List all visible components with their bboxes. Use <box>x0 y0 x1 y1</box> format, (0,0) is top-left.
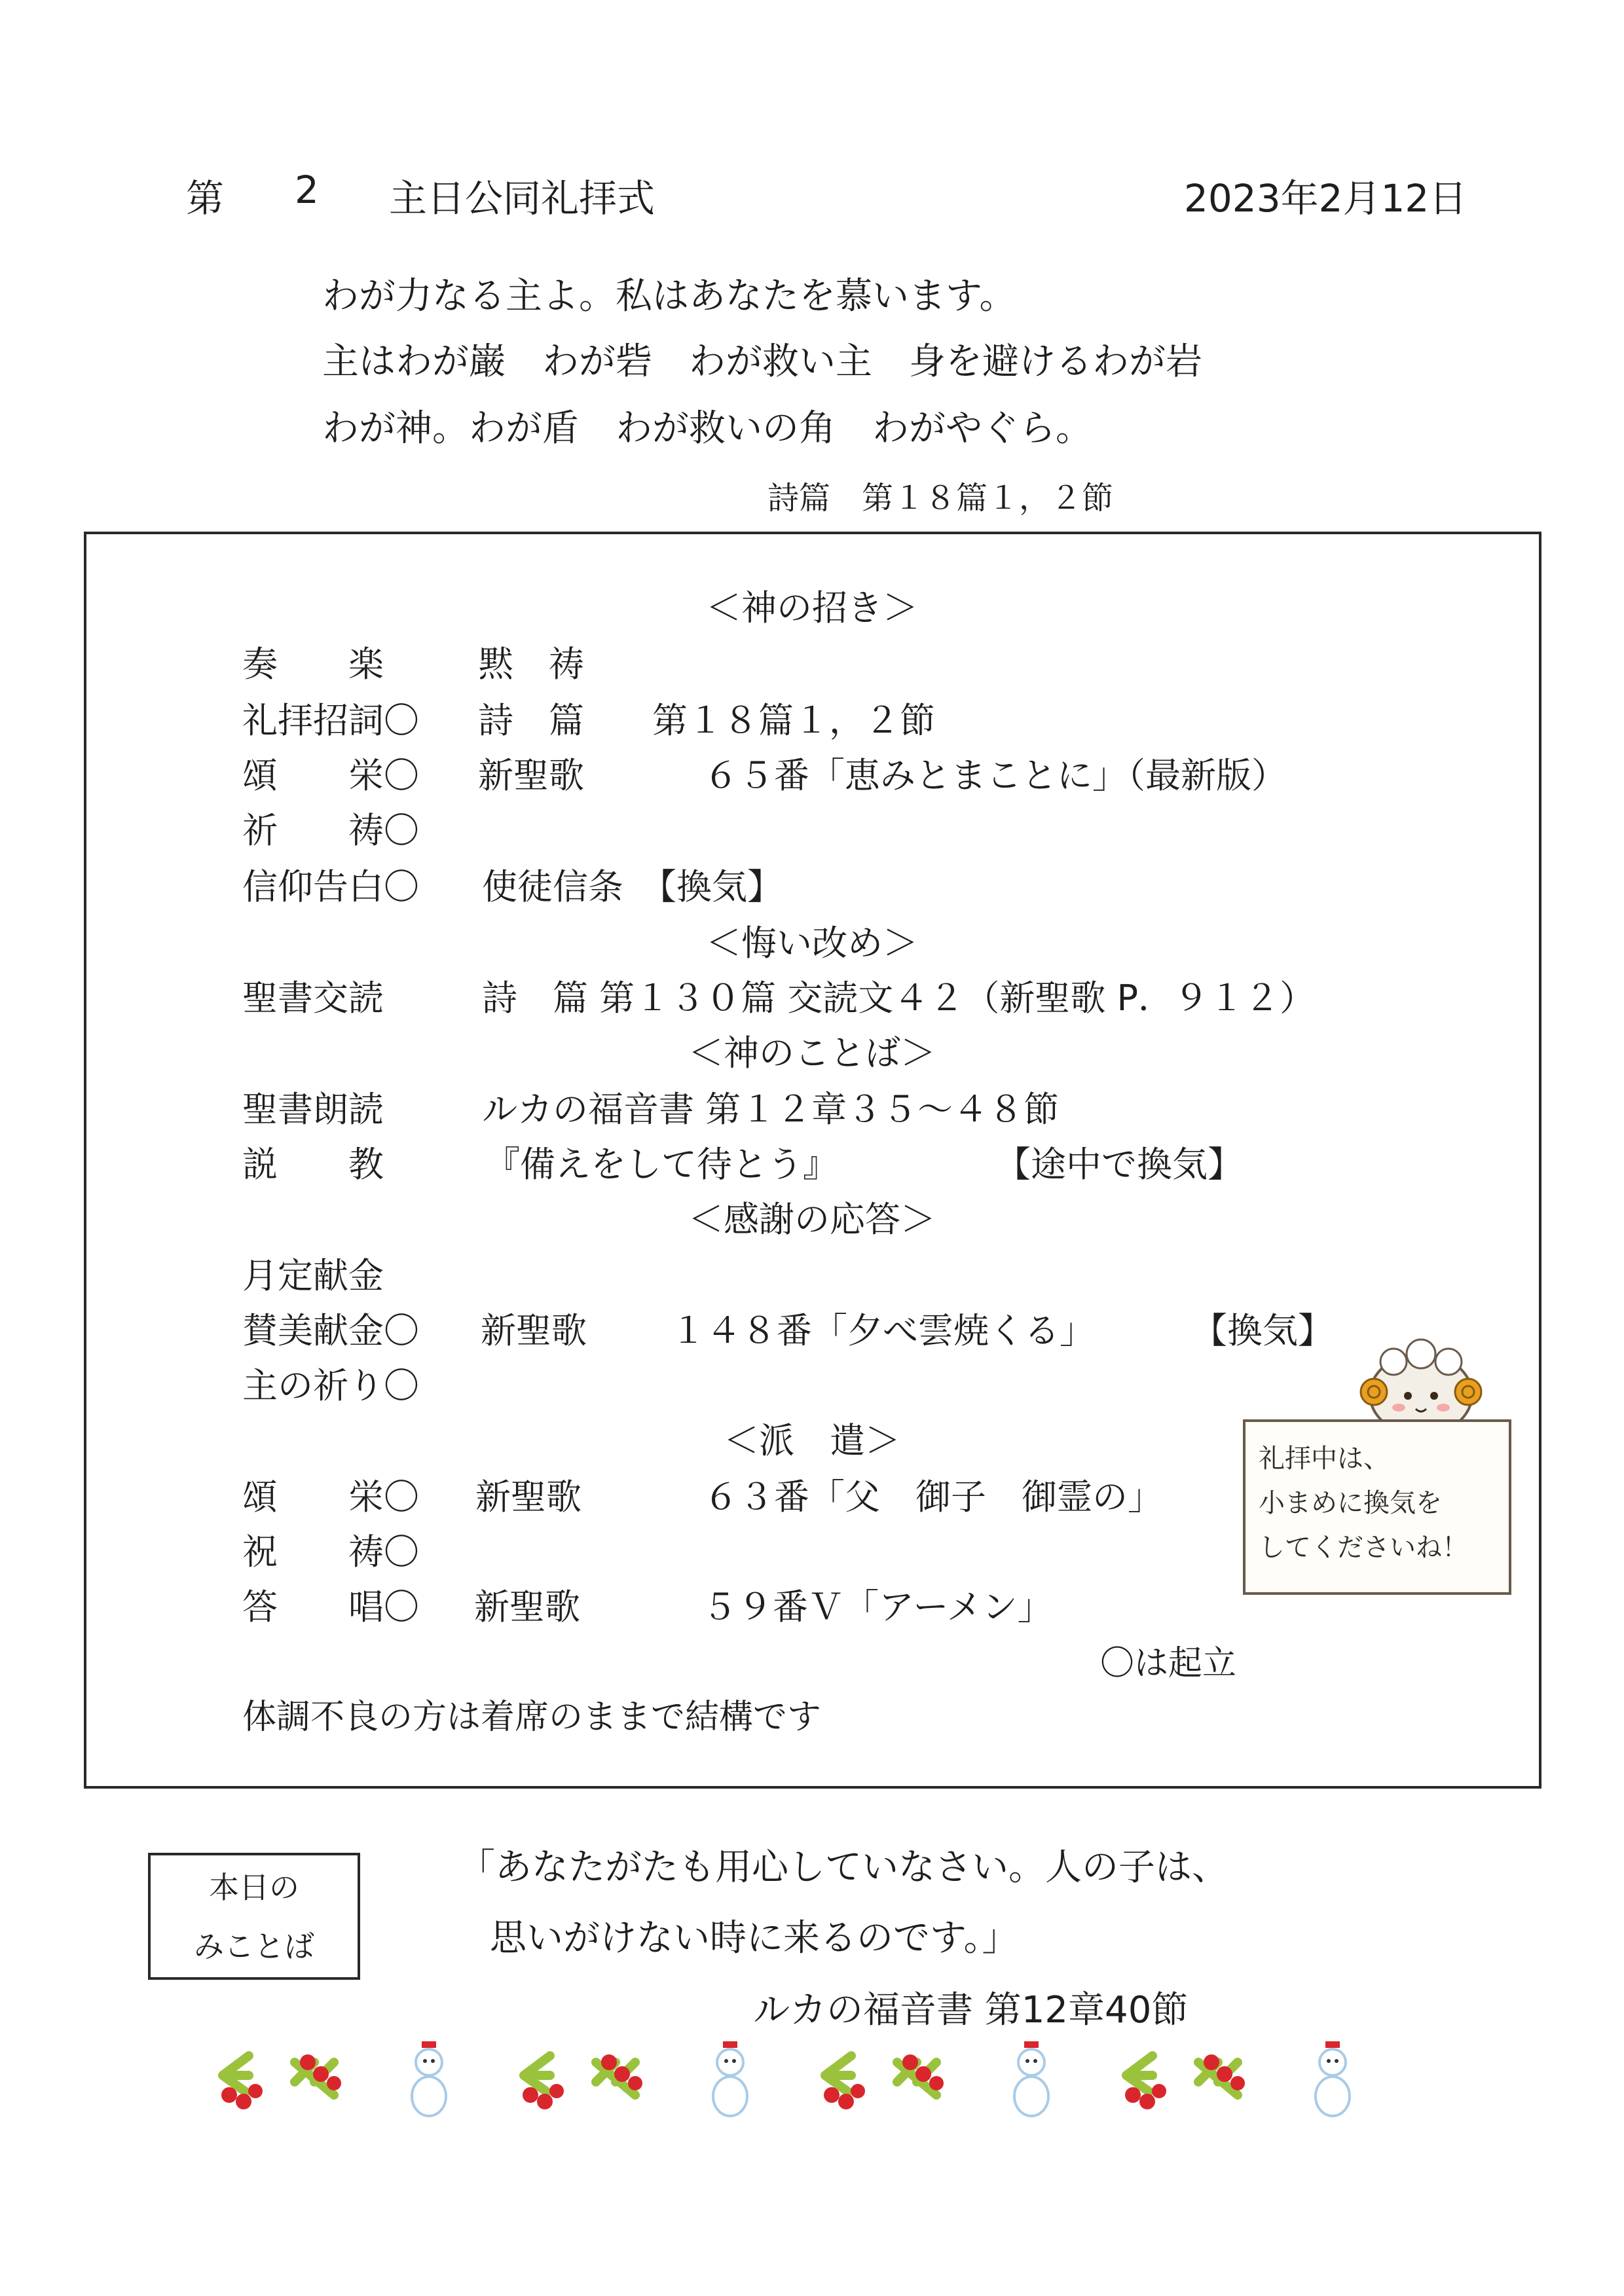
todays-word-line-1: 「あなたがたも用心していなさい。人の子は、 <box>458 1846 1228 1889</box>
todays-word-reference: ルカの福音書 第12章40節 <box>753 1989 1189 2032</box>
note-line: 小まめに換気を <box>1259 1488 1442 1518</box>
todays-word-line-2: 思いがけない時に来るのです。」 <box>490 1917 1019 1959</box>
row-item: 頌 栄〇 <box>242 755 419 796</box>
row-detail: 新聖歌 <box>478 755 584 796</box>
nanten-berry-icon <box>210 2036 360 2115</box>
program-row <box>0 693 1624 741</box>
row-detail: 黙 祷 <box>478 644 584 685</box>
standing-note: 〇は起立 <box>1100 1644 1237 1683</box>
ventilation-mark: 【換気】 <box>1192 1310 1333 1351</box>
row-detail: 詩 篇 第１３０篇 交読文４２（新聖歌 P．９１２） <box>482 977 1316 1019</box>
row-hymn: ５９番Ｖ「アーメン」 <box>702 1586 1053 1628</box>
todays-word-label <box>148 1853 360 1980</box>
program-row <box>0 748 1624 796</box>
row-detail: ルカの福音書 第１２章３５～４８節 <box>482 1089 1060 1130</box>
row-item: 月定献金 <box>242 1255 384 1296</box>
row-item: 聖書朗読 <box>242 1089 384 1130</box>
service-date: 2023年2月12日 <box>1184 176 1467 221</box>
row-hymn: １４８番「夕べ雲焼くる」 <box>671 1310 1095 1351</box>
ventilation-note-card <box>1243 1419 1511 1595</box>
verse-line-2: 主はわが巌 わが砦 わが救い主 身を避けるわが岩 <box>322 340 1202 383</box>
program-row <box>0 1137 1624 1185</box>
section-call: ＜神の招き＞ <box>706 587 918 629</box>
program-row <box>0 970 1624 1019</box>
label-line: 本日の <box>209 1870 299 1905</box>
sermon-title: 『備えをして待とう』 <box>485 1144 838 1185</box>
program-row <box>0 636 1624 685</box>
row-detail: 詩 篇 <box>478 700 584 741</box>
ventilation-mark: 【途中で換気】 <box>995 1144 1243 1185</box>
program-row <box>0 803 1624 851</box>
row-item: 聖書交読 <box>242 977 384 1019</box>
row-item: 説 教 <box>242 1144 384 1185</box>
row-detail: 新聖歌 <box>481 1310 587 1351</box>
header-prefix: 第 <box>186 176 225 221</box>
row-detail: 新聖歌 <box>474 1586 580 1628</box>
section-repentance: ＜悔い改め＞ <box>706 922 918 964</box>
label-line: みことば <box>194 1929 314 1964</box>
program-row <box>0 1082 1624 1130</box>
row-item: 信仰告白〇 <box>242 866 419 907</box>
section-response: ＜感謝の応答＞ <box>688 1199 936 1240</box>
row-detail: 新聖歌 <box>475 1476 581 1518</box>
row-item: 答 唱〇 <box>242 1586 419 1628</box>
row-item: 祝 祷〇 <box>242 1531 419 1573</box>
snowman-icon <box>707 2036 753 2121</box>
row-hymn: ６５番「恵みとまことに」（最新版） <box>703 755 1287 796</box>
nanten-berry-icon <box>1113 2036 1264 2115</box>
service-number: 2 <box>295 168 319 212</box>
row-item: 奏 楽 <box>242 644 384 685</box>
row-hymn: ６３番「父 御子 御霊の」 <box>703 1476 1163 1518</box>
row-item: 主の祈り〇 <box>242 1365 419 1406</box>
row-item: 頌 栄〇 <box>242 1476 419 1518</box>
snowman-icon <box>406 2036 452 2121</box>
verse-reference: 詩篇 第１８篇１，２節 <box>767 480 1114 517</box>
note-line: 礼拝中は、 <box>1259 1444 1390 1474</box>
row-detail: 使徒信条 【換気】 <box>482 866 783 907</box>
service-title: 主日公同礼拝式 <box>389 176 655 221</box>
verse-line-3: わが神。わが盾 わが救いの角 わがやぐら。 <box>322 407 1092 450</box>
section-word: ＜神のことば＞ <box>688 1032 936 1074</box>
row-reference: 第１８篇１，２節 <box>652 700 935 741</box>
snowman-icon <box>1008 2036 1054 2121</box>
nanten-berry-icon <box>511 2036 661 2115</box>
program-row <box>0 1248 1624 1294</box>
row-item: 礼拝招詞〇 <box>242 700 419 741</box>
row-item: 祈 祷〇 <box>242 810 419 851</box>
verse-line-1: わが力なる主よ。私はあなたを慕います。 <box>322 275 1016 318</box>
row-item: 賛美献金〇 <box>242 1310 419 1351</box>
section-sending: ＜派 遣＞ <box>724 1420 900 1461</box>
nanten-berry-icon <box>812 2036 963 2115</box>
program-row <box>0 859 1624 905</box>
health-note: 体調不良の方は着席のままで結構です <box>242 1698 822 1737</box>
note-line: してくださいね！ <box>1259 1533 1468 1563</box>
snowman-icon <box>1310 2036 1356 2121</box>
